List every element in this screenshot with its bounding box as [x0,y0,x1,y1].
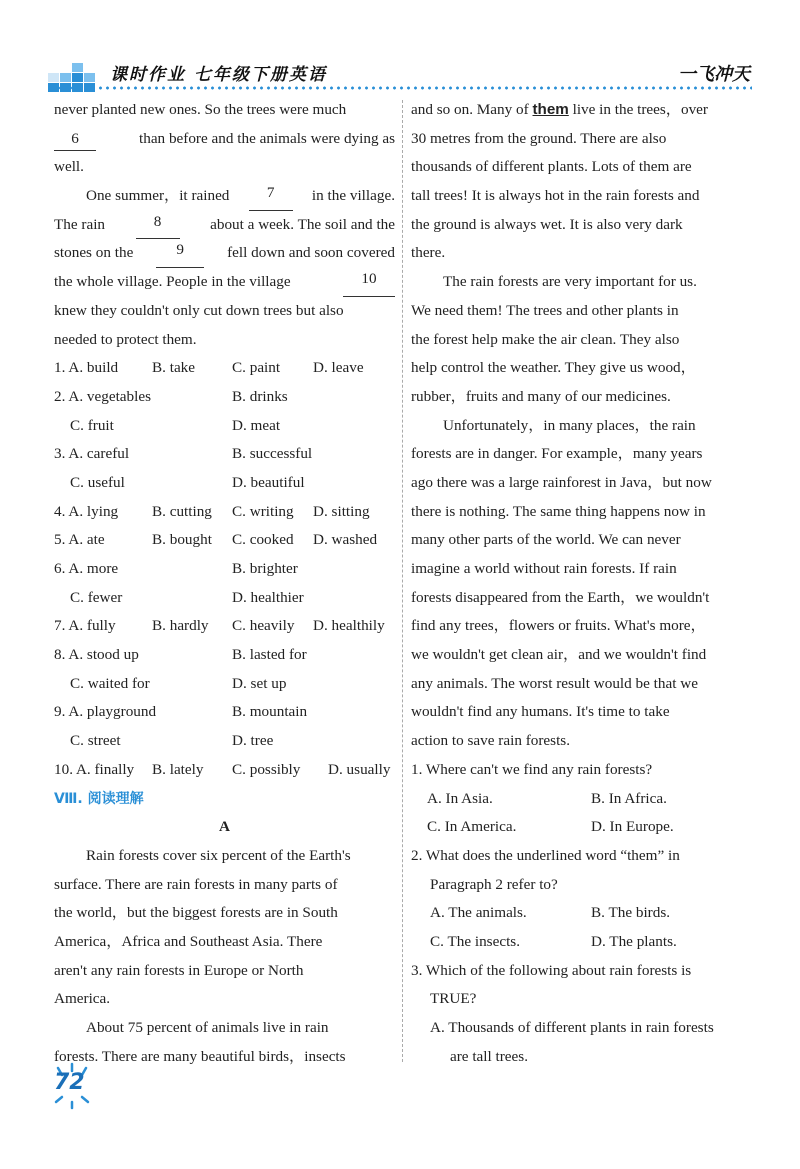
section-heading: Ⅷ. 阅读理解 [54,790,144,807]
option-row-8b: C. waited for D. set up [70,674,287,692]
question-2-stem-b: Paragraph 2 refer to? [430,875,558,893]
option-row-9: 9. A. playground B. mountain [54,703,308,721]
text-line: any animals. The worst result would be that we [411,674,698,692]
option-row-2: 2. A. vegetables B. drinks [54,387,288,405]
question-3-stem-b: TRUE? [430,990,477,1008]
option-row-3: 3. A. careful B. successful [54,445,313,463]
text-line: and so on. Many of them live in the trees，over [411,101,708,118]
option-row-10: 10. A. finally B. lately C. possibly D. usually [54,760,391,778]
option-row-6b: C. fewer D. healthier [70,588,304,606]
blank-10: 10 [343,268,395,297]
text-line: thousands of different plants. Lots of them are [411,158,692,176]
text-line: America，Africa and Southeast Asia. There [54,932,323,950]
blank-6: 6 [54,128,96,151]
text-line: 30 metres from the ground. There are also [411,129,667,147]
header-divider [48,86,752,90]
text-line: rubber，fruits and many of our medicines. [411,387,671,405]
text-line: there. [411,244,446,262]
text-line: America. [54,990,111,1008]
blank-7: 7 [249,182,293,211]
brand-name: 一飞冲天 [678,64,750,85]
text-line: well. [54,158,84,176]
option-row-8: 8. A. stood up B. lasted for [54,646,307,664]
text-line: the forest help make the air clean. They also [411,330,680,348]
text-line: there is nothing. The same thing happens now in [411,502,706,520]
option-row-1: 1. A. build B. take C. paint D. leave [54,359,364,377]
option-row-3b: C. useful D. beautiful [70,473,305,491]
text-line: We need them! The trees and other plants in [411,301,679,319]
text-line: needed to protect them. [54,330,197,348]
option-row-7: 7. A. fully B. hardly C. heavily D. healthily [54,617,385,635]
text-line: surface. There are rain forests in many parts of [54,875,338,893]
text-line: forests. There are many beautiful birds，insects [54,1047,346,1065]
question-1-options: A. In Asia. B. In Africa. [427,789,667,807]
text-line: Rain forests cover six percent of the Earth's [86,846,351,864]
text-line: many other parts of the world. We can never [411,531,681,549]
question-1-options-b: C. In America. D. In Europe. [427,818,674,836]
text-line: never planted new ones. So the trees were much [54,101,347,118]
underlined-word-them: them [532,101,569,118]
text-line: knew they couldn't only cut down trees but also [54,301,344,319]
right-column [411,96,752,1071]
column-divider [402,100,403,1062]
text-line: Unfortunately，in many places，the rain [443,416,696,434]
page-number: 72 [54,1070,85,1095]
text-line: stones on the 9 fell down and soon covered [54,239,395,268]
option-row-9b: C. street D. tree [70,732,274,750]
text-line: the world，but the biggest forests are in South [54,904,338,922]
text-line: action to save rain forests. [411,732,570,750]
page-header [0,0,800,100]
text-line: About 75 percent of animals live in rain [86,1019,329,1036]
text-line: the ground is always wet. It is also very dark [411,215,683,233]
text-line: the whole village. People in the village 10 [54,268,395,297]
text-line: aren't any rain forests in Europe or North [54,961,304,979]
blank-9: 9 [156,239,204,268]
text-line: forests disappeared from the Earth，we wouldn't [411,588,710,606]
question-3-option-a: A. Thousands of different plants in rain forests [430,1019,714,1036]
option-row-6: 6. A. more B. brighter [54,560,298,577]
header-title: 课时作业 七年级下册英语 [110,65,327,85]
option-row-5: 5. A. ate B. bought C. cooked D. washed [54,531,378,549]
question-2-options: A. The animals. B. The birds. [430,904,671,922]
text-line: One summer，it rained 7 in the village. [54,182,395,211]
text-line: imagine a world without rain forests. If rain [411,560,677,577]
passage-label: A [219,818,230,836]
text-line: The rain 8 about a week. The soil and the [54,211,395,240]
option-row-2b: C. fruit D. meat [70,416,281,434]
text-line: find any trees，flowers or fruits. What's more， [411,617,706,635]
question-2-stem: 2. What does the underlined word “them” in [411,846,680,864]
question-3-stem: 3. Which of the following about rain forests is [411,961,692,979]
text-line: help control the weather. They give us wood， [411,359,696,377]
text-line: 6 than before and the animals were dying as [54,125,395,154]
question-2-options-b: C. The insects. D. The plants. [430,932,677,950]
text-line: forests are in danger. For example，many years [411,445,703,463]
question-3-option-a-cont: are tall trees. [450,1047,528,1065]
option-row-4: 4. A. lying B. cutting C. writing D. sitting [54,502,370,520]
text-line: ago there was a large rainforest in Java，but now [411,473,712,491]
text-line: wouldn't find any humans. It's time to take [411,703,670,721]
left-column [54,96,395,1071]
text-line: tall trees! It is always hot in the rain forests and [411,187,700,205]
question-1-stem: 1. Where can't we find any rain forests? [411,760,653,778]
text-line: The rain forests are very important for us. [443,273,697,291]
blank-8: 8 [136,211,180,240]
text-line: we wouldn't get clean air，and we wouldn't find [411,646,707,664]
